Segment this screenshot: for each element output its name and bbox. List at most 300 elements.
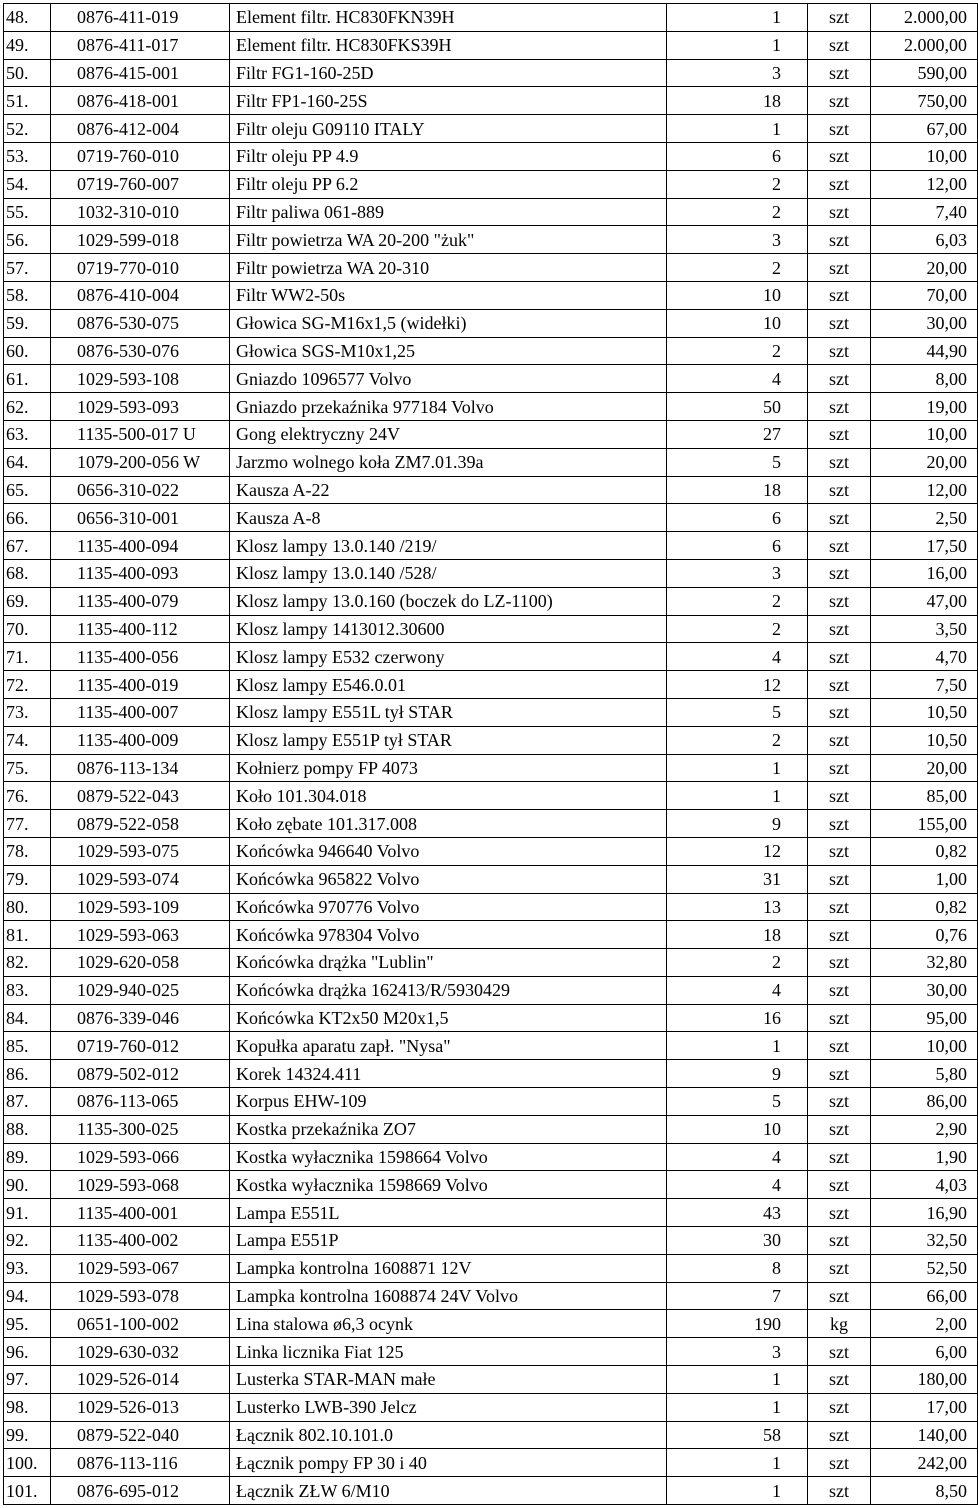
part-code-cell: 0719-760-012 (51, 1032, 230, 1060)
row-number-cell: 95. (4, 1310, 51, 1338)
table-row (4, 420, 978, 448)
quantity-cell: 12 (667, 671, 808, 699)
unit-price-cell: 10,50 (871, 726, 978, 754)
part-code-cell: 1135-400-056 (51, 643, 230, 671)
row-number-cell: 97. (4, 1366, 51, 1394)
quantity-cell: 2 (667, 587, 808, 615)
unit-cell: szt (808, 1143, 871, 1171)
quantity-cell: 1 (667, 31, 808, 59)
unit-price-cell: 4,70 (871, 643, 978, 671)
table-row (4, 810, 978, 838)
row-number-cell: 66. (4, 504, 51, 532)
unit-price-cell: 7,50 (871, 671, 978, 699)
part-name-cell: Klosz lampy E546.0.01 (230, 671, 667, 699)
part-name-cell: Kostka przekaźnika ZO7 (230, 1115, 667, 1143)
row-number-cell: 94. (4, 1282, 51, 1310)
quantity-cell: 50 (667, 393, 808, 421)
table-row (4, 226, 978, 254)
table-row (4, 782, 978, 810)
unit-cell: szt (808, 4, 871, 32)
unit-price-cell: 1,90 (871, 1143, 978, 1171)
table-row (4, 448, 978, 476)
unit-cell: szt (808, 226, 871, 254)
table-row (4, 1199, 978, 1227)
row-number-cell: 49. (4, 31, 51, 59)
row-number-cell: 93. (4, 1254, 51, 1282)
table-row (4, 1449, 978, 1477)
table-row (4, 504, 978, 532)
table-row (4, 754, 978, 782)
part-name-cell: Filtr oleju PP 6.2 (230, 170, 667, 198)
row-number-cell: 88. (4, 1115, 51, 1143)
part-name-cell: Jarzmo wolnego koła ZM7.01.39a (230, 448, 667, 476)
quantity-cell: 4 (667, 365, 808, 393)
table-row (4, 1421, 978, 1449)
part-code-cell: 1135-400-112 (51, 615, 230, 643)
part-code-cell: 0876-411-017 (51, 31, 230, 59)
part-name-cell: Lampka kontrolna 1608871 12V (230, 1254, 667, 1282)
unit-price-cell: 16,00 (871, 559, 978, 587)
table-row (4, 1254, 978, 1282)
part-code-cell: 0876-695-012 (51, 1477, 230, 1505)
quantity-cell: 2 (667, 170, 808, 198)
unit-cell: szt (808, 726, 871, 754)
table-row (4, 949, 978, 977)
unit-cell: szt (808, 87, 871, 115)
unit-price-cell: 86,00 (871, 1088, 978, 1116)
row-number-cell: 91. (4, 1199, 51, 1227)
unit-price-cell: 6,00 (871, 1338, 978, 1366)
quantity-cell: 5 (667, 1088, 808, 1116)
row-number-cell: 82. (4, 949, 51, 977)
part-code-cell: 1079-200-056 W (51, 448, 230, 476)
unit-price-cell: 20,00 (871, 754, 978, 782)
part-code-cell: 0879-522-043 (51, 782, 230, 810)
row-number-cell: 70. (4, 615, 51, 643)
part-code-cell: 1029-593-075 (51, 837, 230, 865)
part-name-cell: Kostka wyłacznika 1598664 Volvo (230, 1143, 667, 1171)
part-name-cell: Łącznik pompy FP 30 i 40 (230, 1449, 667, 1477)
row-number-cell: 73. (4, 698, 51, 726)
part-code-cell: 0876-530-076 (51, 337, 230, 365)
part-name-cell: Koło zębate 101.317.008 (230, 810, 667, 838)
unit-cell: szt (808, 1115, 871, 1143)
part-name-cell: Klosz lampy 1413012.30600 (230, 615, 667, 643)
part-code-cell: 0876-412-004 (51, 115, 230, 143)
part-code-cell: 1135-400-093 (51, 559, 230, 587)
part-name-cell: Element filtr. HC830FKN39H (230, 4, 667, 32)
part-name-cell: Klosz lampy E551P tył STAR (230, 726, 667, 754)
row-number-cell: 72. (4, 671, 51, 699)
part-name-cell: Gniazdo przekaźnika 977184 Volvo (230, 393, 667, 421)
unit-price-cell: 19,00 (871, 393, 978, 421)
unit-cell: szt (808, 115, 871, 143)
unit-cell: szt (808, 865, 871, 893)
unit-cell: szt (808, 532, 871, 560)
table-row (4, 1143, 978, 1171)
row-number-cell: 90. (4, 1171, 51, 1199)
unit-cell: szt (808, 142, 871, 170)
row-number-cell: 71. (4, 643, 51, 671)
row-number-cell: 74. (4, 726, 51, 754)
unit-cell: szt (808, 393, 871, 421)
part-name-cell: Gong elektryczny 24V (230, 420, 667, 448)
table-row (4, 198, 978, 226)
table-row (4, 254, 978, 282)
unit-price-cell: 2,50 (871, 504, 978, 532)
row-number-cell: 61. (4, 365, 51, 393)
quantity-cell: 1 (667, 1449, 808, 1477)
part-code-cell: 1029-526-014 (51, 1366, 230, 1394)
unit-cell: szt (808, 1338, 871, 1366)
unit-price-cell: 2,90 (871, 1115, 978, 1143)
part-code-cell: 1135-400-079 (51, 587, 230, 615)
table-row (4, 1032, 978, 1060)
part-code-cell: 1029-593-067 (51, 1254, 230, 1282)
part-code-cell: 1029-593-093 (51, 393, 230, 421)
part-name-cell: Łącznik 802.10.101.0 (230, 1421, 667, 1449)
quantity-cell: 30 (667, 1227, 808, 1255)
row-number-cell: 60. (4, 337, 51, 365)
unit-cell: kg (808, 1310, 871, 1338)
row-number-cell: 78. (4, 837, 51, 865)
part-code-cell: 1135-400-007 (51, 698, 230, 726)
table-row (4, 1477, 978, 1505)
unit-price-cell: 66,00 (871, 1282, 978, 1310)
table-row (4, 115, 978, 143)
quantity-cell: 58 (667, 1421, 808, 1449)
quantity-cell: 16 (667, 1004, 808, 1032)
quantity-cell: 3 (667, 1338, 808, 1366)
quantity-cell: 1 (667, 754, 808, 782)
row-number-cell: 96. (4, 1338, 51, 1366)
part-code-cell: 1029-599-018 (51, 226, 230, 254)
part-code-cell: 1029-526-013 (51, 1393, 230, 1421)
unit-price-cell: 30,00 (871, 309, 978, 337)
row-number-cell: 77. (4, 810, 51, 838)
unit-price-cell: 44,90 (871, 337, 978, 365)
part-code-cell: 0719-760-007 (51, 170, 230, 198)
quantity-cell: 2 (667, 337, 808, 365)
part-code-cell: 0876-113-116 (51, 1449, 230, 1477)
unit-cell: szt (808, 1449, 871, 1477)
part-name-cell: Lusterka STAR-MAN małe (230, 1366, 667, 1394)
quantity-cell: 27 (667, 420, 808, 448)
unit-cell: szt (808, 337, 871, 365)
unit-price-cell: 16,90 (871, 1199, 978, 1227)
unit-price-cell: 47,00 (871, 587, 978, 615)
quantity-cell: 43 (667, 1199, 808, 1227)
quantity-cell: 2 (667, 254, 808, 282)
table-row (4, 921, 978, 949)
quantity-cell: 18 (667, 476, 808, 504)
quantity-cell: 13 (667, 893, 808, 921)
table-row (4, 476, 978, 504)
row-number-cell: 83. (4, 976, 51, 1004)
unit-cell: szt (808, 1004, 871, 1032)
quantity-cell: 6 (667, 532, 808, 560)
part-name-cell: Lampka kontrolna 1608874 24V Volvo (230, 1282, 667, 1310)
unit-price-cell: 8,50 (871, 1477, 978, 1505)
part-code-cell: 0876-415-001 (51, 59, 230, 87)
part-name-cell: Lampa E551P (230, 1227, 667, 1255)
unit-cell: szt (808, 615, 871, 643)
unit-price-cell: 10,00 (871, 142, 978, 170)
quantity-cell: 1 (667, 782, 808, 810)
part-code-cell: 0879-522-040 (51, 1421, 230, 1449)
part-name-cell: Korek 14324.411 (230, 1060, 667, 1088)
part-name-cell: Końcówka 970776 Volvo (230, 893, 667, 921)
unit-price-cell: 2.000,00 (871, 31, 978, 59)
part-code-cell: 1029-593-063 (51, 921, 230, 949)
table-row (4, 31, 978, 59)
unit-price-cell: 70,00 (871, 281, 978, 309)
quantity-cell: 6 (667, 142, 808, 170)
quantity-cell: 31 (667, 865, 808, 893)
unit-price-cell: 155,00 (871, 810, 978, 838)
part-name-cell: Kołnierz pompy FP 4073 (230, 754, 667, 782)
quantity-cell: 7 (667, 1282, 808, 1310)
part-code-cell: 1135-400-019 (51, 671, 230, 699)
table-row (4, 1366, 978, 1394)
unit-cell: szt (808, 1393, 871, 1421)
row-number-cell: 76. (4, 782, 51, 810)
unit-cell: szt (808, 837, 871, 865)
part-name-cell: Element filtr. HC830FKS39H (230, 31, 667, 59)
part-code-cell: 1029-593-109 (51, 893, 230, 921)
part-code-cell: 0876-418-001 (51, 87, 230, 115)
table-row (4, 698, 978, 726)
row-number-cell: 62. (4, 393, 51, 421)
part-code-cell: 0876-410-004 (51, 281, 230, 309)
part-name-cell: Filtr oleju G09110 ITALY (230, 115, 667, 143)
quantity-cell: 10 (667, 281, 808, 309)
part-name-cell: Końcówka 965822 Volvo (230, 865, 667, 893)
row-number-cell: 79. (4, 865, 51, 893)
row-number-cell: 51. (4, 87, 51, 115)
row-number-cell: 48. (4, 4, 51, 32)
quantity-cell: 4 (667, 643, 808, 671)
part-code-cell: 1029-620-058 (51, 949, 230, 977)
part-name-cell: Głowica SG-M16x1,5 (widełki) (230, 309, 667, 337)
table-row (4, 1338, 978, 1366)
unit-price-cell: 0,82 (871, 837, 978, 865)
unit-cell: szt (808, 309, 871, 337)
row-number-cell: 87. (4, 1088, 51, 1116)
quantity-cell: 4 (667, 1143, 808, 1171)
table-row (4, 4, 978, 32)
unit-cell: szt (808, 1171, 871, 1199)
part-name-cell: Lampa E551L (230, 1199, 667, 1227)
unit-price-cell: 750,00 (871, 87, 978, 115)
unit-cell: szt (808, 1199, 871, 1227)
row-number-cell: 86. (4, 1060, 51, 1088)
row-number-cell: 50. (4, 59, 51, 87)
unit-cell: szt (808, 1282, 871, 1310)
quantity-cell: 6 (667, 504, 808, 532)
part-name-cell: Korpus EHW-109 (230, 1088, 667, 1116)
unit-price-cell: 95,00 (871, 1004, 978, 1032)
table-row (4, 615, 978, 643)
row-number-cell: 56. (4, 226, 51, 254)
row-number-cell: 98. (4, 1393, 51, 1421)
row-number-cell: 57. (4, 254, 51, 282)
part-name-cell: Klosz lampy 13.0.140 /219/ (230, 532, 667, 560)
part-code-cell: 1029-593-066 (51, 1143, 230, 1171)
part-name-cell: Końcówka drążka "Lublin" (230, 949, 667, 977)
quantity-cell: 4 (667, 1171, 808, 1199)
table-row (4, 87, 978, 115)
row-number-cell: 64. (4, 448, 51, 476)
part-code-cell: 0879-522-058 (51, 810, 230, 838)
table-row (4, 1227, 978, 1255)
unit-cell: szt (808, 949, 871, 977)
part-name-cell: Linka licznika Fiat 125 (230, 1338, 667, 1366)
quantity-cell: 2 (667, 615, 808, 643)
table-row (4, 671, 978, 699)
table-row (4, 170, 978, 198)
part-code-cell: 1029-940-025 (51, 976, 230, 1004)
part-code-cell: 0719-760-010 (51, 142, 230, 170)
part-name-cell: Kausza A-22 (230, 476, 667, 504)
part-name-cell: Gniazdo 1096577 Volvo (230, 365, 667, 393)
unit-price-cell: 1,00 (871, 865, 978, 893)
part-code-cell: 0651-100-002 (51, 1310, 230, 1338)
row-number-cell: 99. (4, 1421, 51, 1449)
row-number-cell: 65. (4, 476, 51, 504)
unit-price-cell: 180,00 (871, 1366, 978, 1394)
part-code-cell: 0876-113-065 (51, 1088, 230, 1116)
unit-price-cell: 52,50 (871, 1254, 978, 1282)
quantity-cell: 190 (667, 1310, 808, 1338)
part-code-cell: 1029-593-078 (51, 1282, 230, 1310)
row-number-cell: 75. (4, 754, 51, 782)
table-row (4, 893, 978, 921)
unit-cell: szt (808, 782, 871, 810)
unit-cell: szt (808, 198, 871, 226)
row-number-cell: 81. (4, 921, 51, 949)
table-row (4, 837, 978, 865)
unit-cell: szt (808, 587, 871, 615)
part-code-cell: 1135-500-017 U (51, 420, 230, 448)
unit-price-cell: 2,00 (871, 1310, 978, 1338)
unit-cell: szt (808, 921, 871, 949)
row-number-cell: 101. (4, 1477, 51, 1505)
row-number-cell: 80. (4, 893, 51, 921)
part-code-cell: 0876-339-046 (51, 1004, 230, 1032)
row-number-cell: 58. (4, 281, 51, 309)
part-name-cell: Końcówka KT2x50 M20x1,5 (230, 1004, 667, 1032)
part-code-cell: 0876-113-134 (51, 754, 230, 782)
unit-price-cell: 5,80 (871, 1060, 978, 1088)
part-code-cell: 0656-310-022 (51, 476, 230, 504)
part-code-cell: 1135-400-009 (51, 726, 230, 754)
row-number-cell: 89. (4, 1143, 51, 1171)
unit-cell: szt (808, 1032, 871, 1060)
unit-cell: szt (808, 893, 871, 921)
part-name-cell: Filtr oleju PP 4.9 (230, 142, 667, 170)
quantity-cell: 3 (667, 59, 808, 87)
table-row (4, 142, 978, 170)
row-number-cell: 67. (4, 532, 51, 560)
unit-price-cell: 242,00 (871, 1449, 978, 1477)
row-number-cell: 54. (4, 170, 51, 198)
unit-price-cell: 32,50 (871, 1227, 978, 1255)
quantity-cell: 2 (667, 198, 808, 226)
table-row (4, 1115, 978, 1143)
quantity-cell: 8 (667, 1254, 808, 1282)
parts-table (3, 3, 978, 1505)
part-code-cell: 0876-530-075 (51, 309, 230, 337)
unit-cell: szt (808, 31, 871, 59)
part-name-cell: Końcówka 978304 Volvo (230, 921, 667, 949)
unit-cell: szt (808, 59, 871, 87)
quantity-cell: 3 (667, 559, 808, 587)
part-code-cell: 1135-400-002 (51, 1227, 230, 1255)
unit-cell: szt (808, 281, 871, 309)
part-name-cell: Lusterko LWB-390 Jelcz (230, 1393, 667, 1421)
unit-cell: szt (808, 643, 871, 671)
quantity-cell: 12 (667, 837, 808, 865)
unit-price-cell: 140,00 (871, 1421, 978, 1449)
unit-cell: szt (808, 170, 871, 198)
row-number-cell: 69. (4, 587, 51, 615)
row-number-cell: 52. (4, 115, 51, 143)
unit-price-cell: 67,00 (871, 115, 978, 143)
unit-price-cell: 10,00 (871, 1032, 978, 1060)
row-number-cell: 100. (4, 1449, 51, 1477)
unit-cell: szt (808, 754, 871, 782)
part-name-cell: Filtr FG1-160-25D (230, 59, 667, 87)
table-row (4, 587, 978, 615)
unit-cell: szt (808, 476, 871, 504)
table-row (4, 337, 978, 365)
row-number-cell: 53. (4, 142, 51, 170)
row-number-cell: 85. (4, 1032, 51, 1060)
part-name-cell: Kopułka aparatu zapł. "Nysa" (230, 1032, 667, 1060)
part-code-cell: 0876-411-019 (51, 4, 230, 32)
part-name-cell: Filtr WW2-50s (230, 281, 667, 309)
quantity-cell: 9 (667, 810, 808, 838)
unit-price-cell: 8,00 (871, 365, 978, 393)
row-number-cell: 92. (4, 1227, 51, 1255)
parts-table-body (4, 4, 978, 1505)
unit-price-cell: 12,00 (871, 170, 978, 198)
unit-cell: szt (808, 365, 871, 393)
table-row (4, 1310, 978, 1338)
part-code-cell: 1135-300-025 (51, 1115, 230, 1143)
unit-cell: szt (808, 1060, 871, 1088)
unit-price-cell: 12,00 (871, 476, 978, 504)
quantity-cell: 1 (667, 1393, 808, 1421)
part-name-cell: Kostka wyłacznika 1598669 Volvo (230, 1171, 667, 1199)
table-row (4, 1004, 978, 1032)
unit-price-cell: 20,00 (871, 448, 978, 476)
part-code-cell: 1029-593-068 (51, 1171, 230, 1199)
row-number-cell: 63. (4, 420, 51, 448)
unit-price-cell: 17,00 (871, 1393, 978, 1421)
unit-cell: szt (808, 671, 871, 699)
table-row (4, 1171, 978, 1199)
quantity-cell: 10 (667, 309, 808, 337)
table-row (4, 59, 978, 87)
table-row (4, 976, 978, 1004)
unit-price-cell: 30,00 (871, 976, 978, 1004)
part-name-cell: Klosz lampy E551L tył STAR (230, 698, 667, 726)
unit-cell: szt (808, 1227, 871, 1255)
unit-price-cell: 10,00 (871, 420, 978, 448)
quantity-cell: 2 (667, 726, 808, 754)
